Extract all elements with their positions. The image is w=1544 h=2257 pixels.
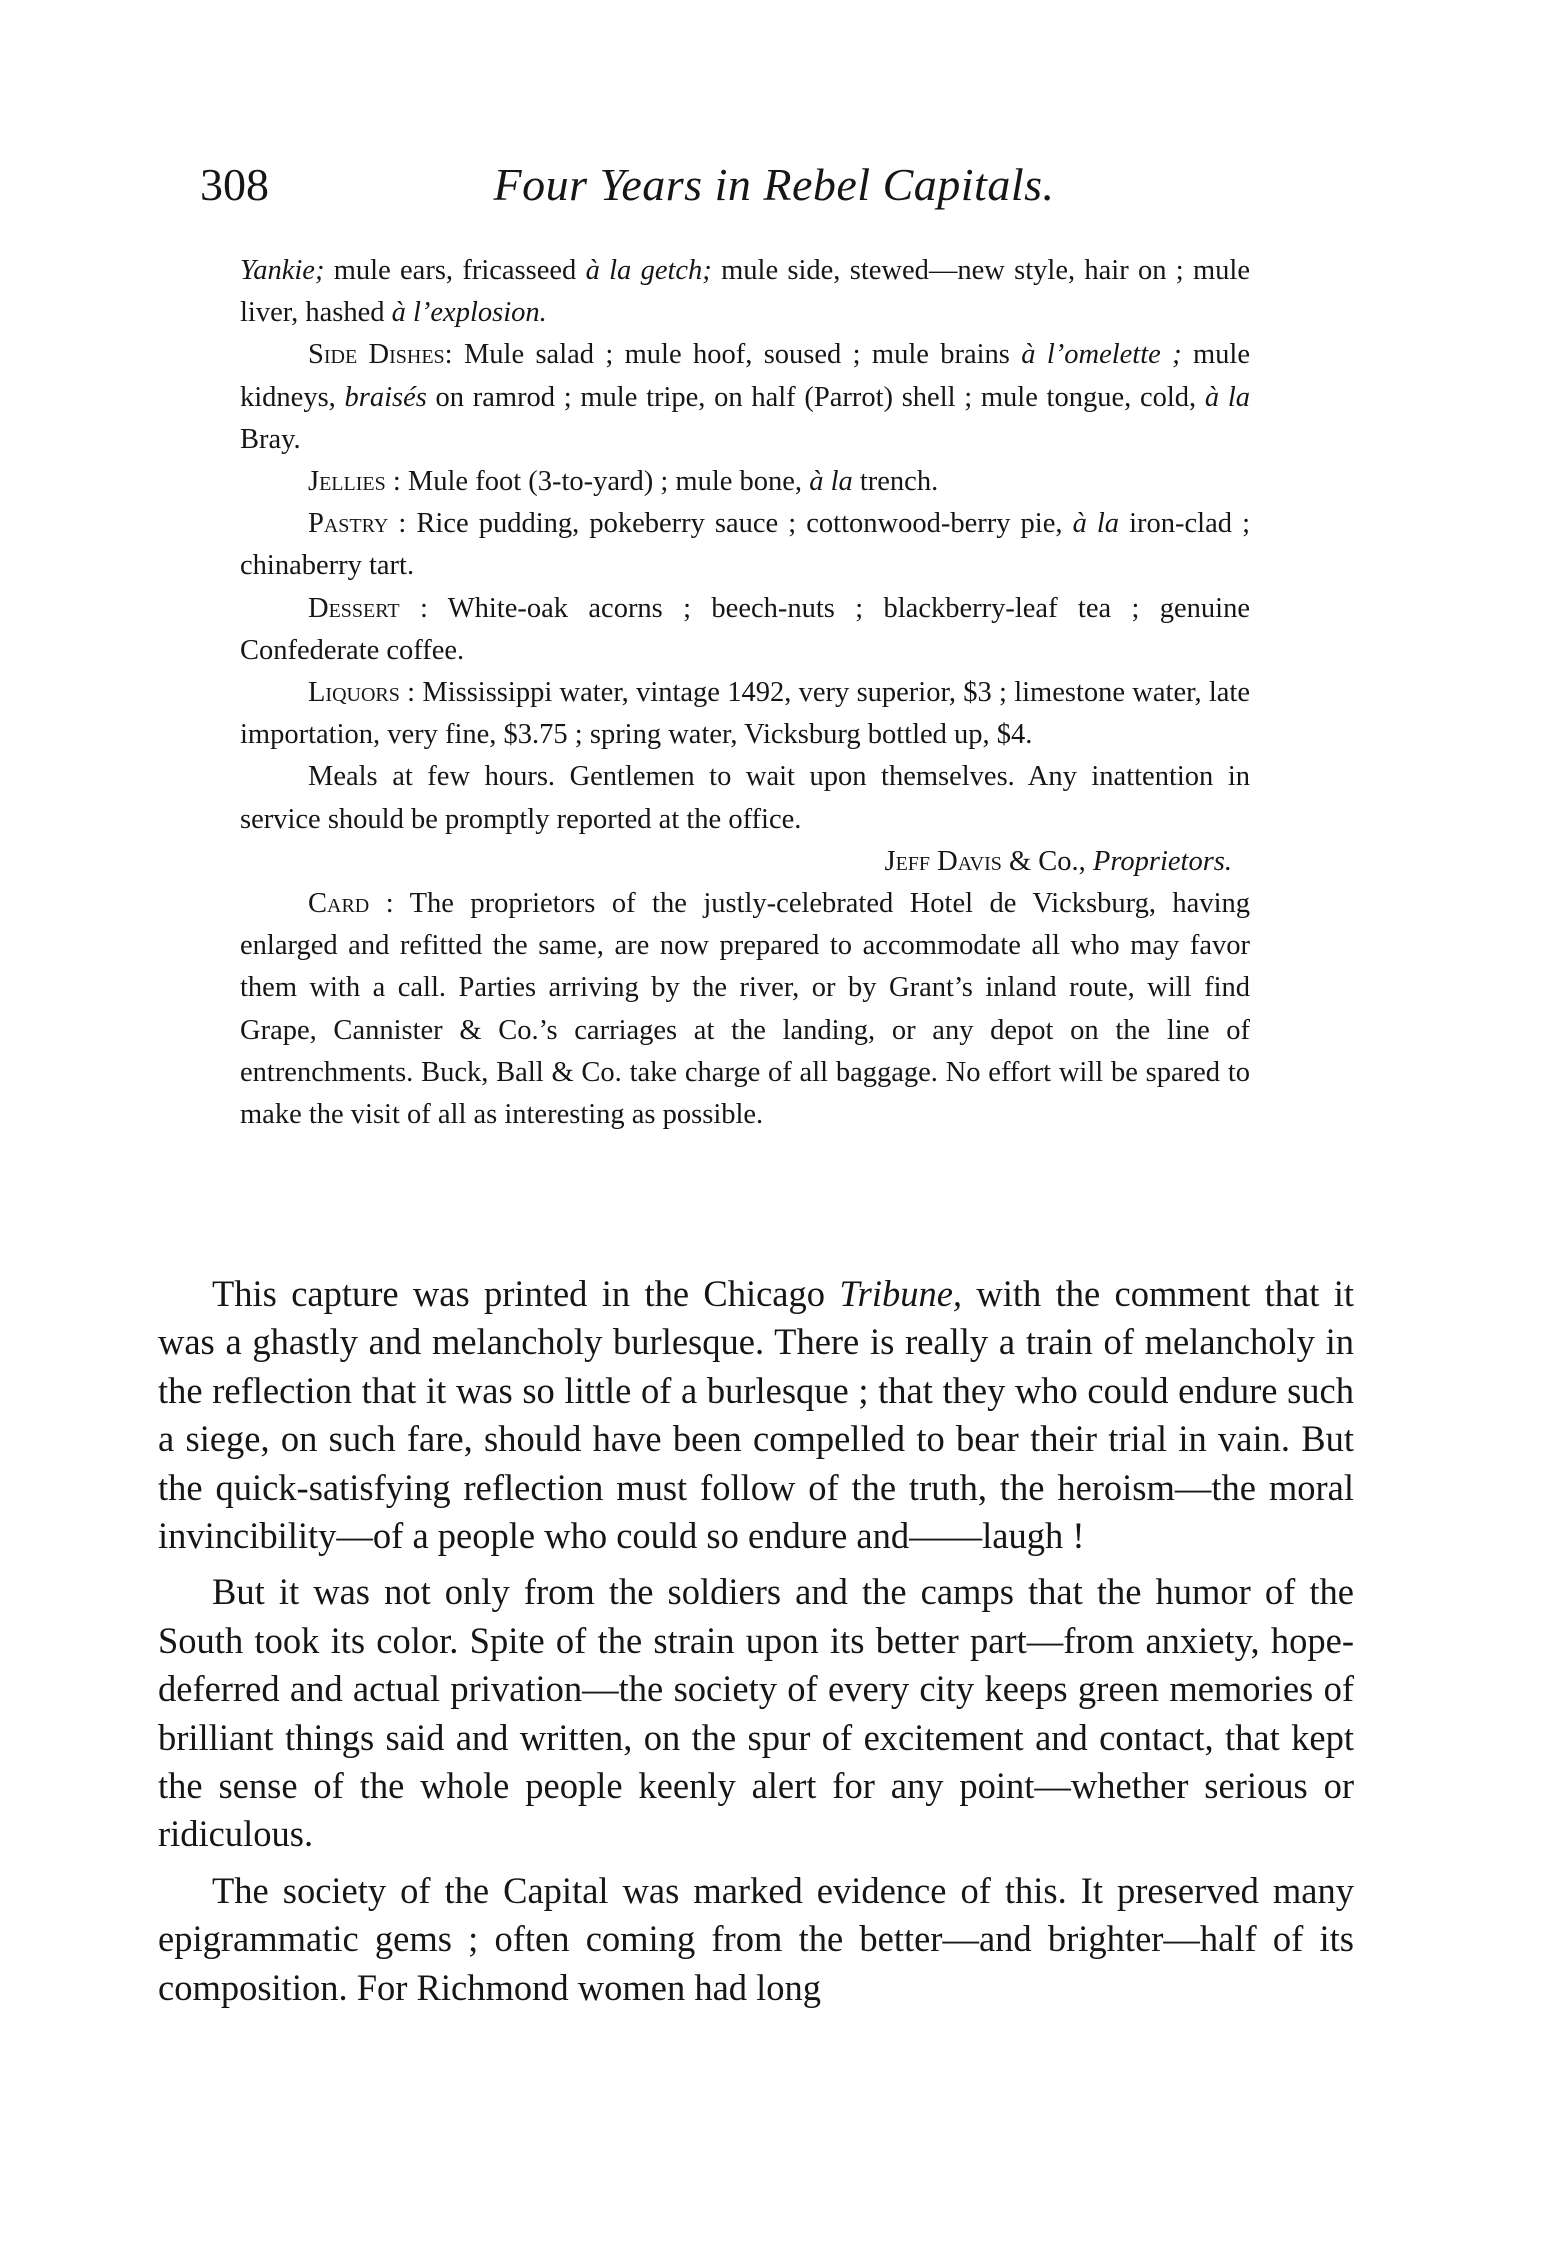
body-paragraph-3: The society of the Capital was marked evidence of this. It preserved many epigrammatic gems ; often coming from the better—and brighter—half of its composition. For Richmond women had long xyxy=(158,1869,1354,2008)
menu-text: on ramrod ; mule tripe, on half (Parrot) shell ; mule tongue, cold, xyxy=(426,381,1205,413)
menu-section-label: Pastry xyxy=(308,508,389,540)
body-paragraph-2: But it was not only from the soldiers and the camps that the humor of the South took its color. Spite of the strain upon its better part—from anxiety, hope-deferred and actual privation—the society of every city keeps green memories of brilliant things said and written, on the spur of excitement and contact, that kept the sense of the whole people keenly alert for any point—whether serious or ridiculous. xyxy=(158,1571,1354,1855)
signature-name: Jeff Davis xyxy=(884,845,1002,877)
menu-text: : Mule foot (3-to-yard) ; mule bone, xyxy=(385,466,810,498)
running-title: Four Years in Rebel Capitals. xyxy=(493,159,1055,210)
menu-dessert xyxy=(240,588,1250,672)
menu-card xyxy=(240,883,1250,1136)
menu-section-label: Jellies xyxy=(308,466,386,498)
menu-text: trench. xyxy=(852,466,939,498)
menu-text: : Mule salad ; mule hoof, soused ; mule brains xyxy=(444,339,1022,371)
menu-notice: Meals at few hours. Gentlemen to wait upon themselves. Any inattention in service should be promptly reported at the office. xyxy=(240,761,1250,835)
menu-text: : Mississippi water, vintage 1492, very superior, $3 ; limestone water, late importation, very fine, $3.75 ; spring water, Vicksburg bottled up, $4. xyxy=(240,677,1250,751)
menu-text: à la getch; xyxy=(585,255,712,286)
menu-text: Yankie; xyxy=(240,255,325,286)
menu-side-dishes xyxy=(240,334,1250,461)
menu-section-label: Dessert xyxy=(308,592,400,624)
menu-text: & Co., xyxy=(1001,845,1093,877)
menu-text: : White-oak acorns ; beech-nuts ; blackberry-leaf tea ; genuine Confederate coffee. xyxy=(240,592,1250,666)
menu-text: Bray. xyxy=(240,423,301,455)
menu-text: : The proprietors of the justly-celebrated Hotel de Vicksburg, having enlarged and refitted the same, are now prepared to accommodate all who may favor them with a call. Parties arriving by the river, or by Grant’s inland route, will find Grape, Cannister & Co.’s carriages at the landing, or any depot on the line of entrenchments. Buck, Ball & Co. take charge of all baggage. No effort will be spared to make the visit of all as interesting as possible. xyxy=(240,888,1250,1131)
menu-text: à la xyxy=(1072,508,1120,540)
menu-section-label: Side Dishes xyxy=(308,339,445,371)
menu-text: à l’omelette ; xyxy=(1021,339,1182,371)
menu-pastry xyxy=(240,503,1250,587)
body-text-run: with the comment that it was a ghastly and melancholy burlesque. There is really a train of melancholy in the reflection that it was so little of a burlesque ; that they who could endure such a siege, on such fare, should have been compelled to bear their trial in vain. But the quick-satisfying reflection must follow of the truth, the heroism—the moral invincibility—of a people who could so endure and——laugh ! xyxy=(158,1273,1354,1557)
menu-text: iron-clad ; chinaberry tart. xyxy=(240,508,1250,582)
menu-text: mule kidneys, xyxy=(240,339,1250,413)
menu-jellies xyxy=(240,461,1250,503)
menu-liquors xyxy=(240,672,1250,756)
menu-text: braisés xyxy=(344,381,427,413)
menu-entrees-continued xyxy=(240,250,1250,334)
page-header xyxy=(200,150,1348,220)
page-number: 308 xyxy=(200,159,269,210)
menu-text: à la xyxy=(1204,381,1250,413)
menu-signature xyxy=(240,841,1250,883)
menu-section-label: Card xyxy=(308,888,370,920)
body-paragraph-1 xyxy=(158,1270,1354,1560)
menu-section-label: Liquors xyxy=(308,677,400,709)
menu-text: à l’explosion. xyxy=(391,297,547,329)
body-text-run: Tribune, xyxy=(839,1273,963,1314)
bill-of-fare xyxy=(240,250,1250,1136)
menu-text: à la xyxy=(809,466,853,498)
menu-text: Proprietors. xyxy=(1092,845,1232,877)
menu-text: : Rice pudding, pokeberry sauce ; cottonwood-berry pie, xyxy=(388,508,1073,540)
menu-text: mule side, stewed—new style, hair on ; mule liver, hashed xyxy=(240,255,1250,329)
body-text xyxy=(158,1270,1354,2020)
menu-text: mule ears, fricasseed xyxy=(324,255,586,286)
body-text-run: This capture was printed in the Chicago xyxy=(212,1273,840,1314)
